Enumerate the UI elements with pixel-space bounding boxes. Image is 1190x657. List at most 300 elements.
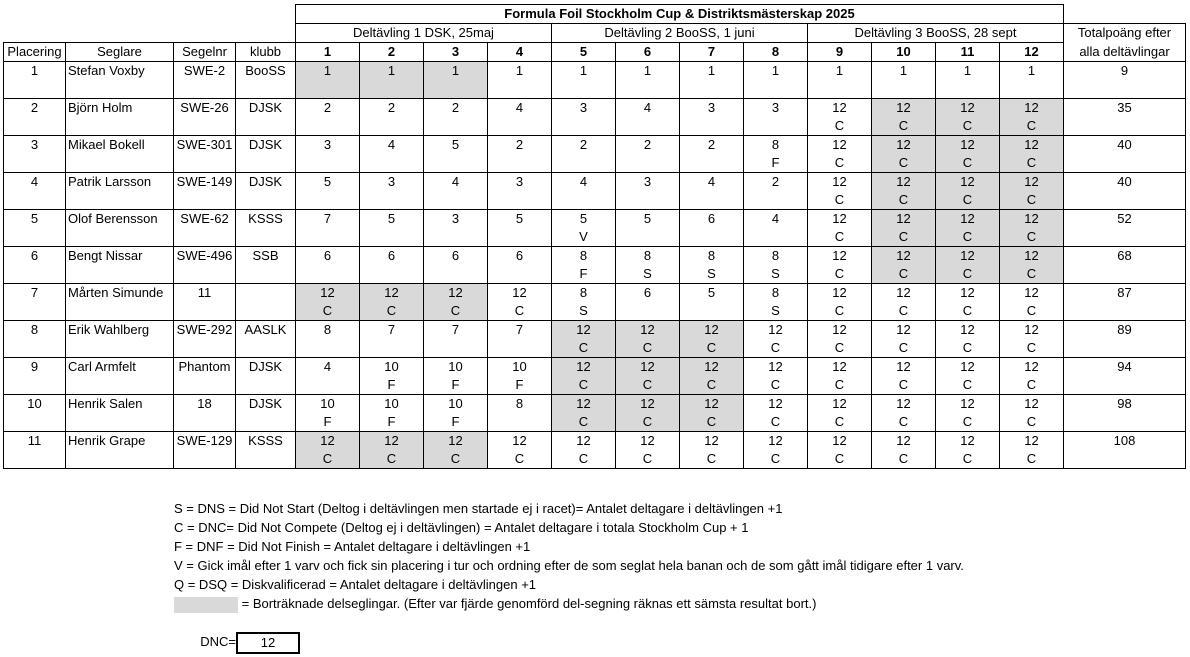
place-cell-empty[interactable] [4,450,66,469]
code-cell[interactable] [296,117,360,136]
code-cell[interactable]: C [680,339,744,358]
code-cell[interactable]: C [1000,302,1064,321]
score-cell[interactable]: 12 [808,247,872,266]
score-cell[interactable]: 6 [296,247,360,266]
place-cell-empty[interactable] [4,117,66,136]
score-cell[interactable]: 12 [808,99,872,118]
club-cell[interactable]: KSSS [236,432,296,451]
score-cell[interactable]: 12 [616,432,680,451]
code-cell[interactable]: C [808,339,872,358]
score-cell[interactable]: 12 [488,432,552,451]
club-cell-empty[interactable] [236,376,296,395]
place-cell[interactable]: 9 [4,358,66,377]
score-cell[interactable]: 12 [808,173,872,192]
code-cell[interactable]: C [616,450,680,469]
code-cell[interactable]: C [1000,117,1064,136]
score-cell[interactable]: 2 [296,99,360,118]
score-cell[interactable]: 12 [1000,210,1064,229]
code-cell[interactable] [552,117,616,136]
total-cell-empty[interactable] [1064,302,1186,321]
score-cell[interactable]: 1 [552,62,616,81]
club-cell[interactable]: KSSS [236,210,296,229]
code-cell[interactable]: S [552,302,616,321]
score-cell[interactable]: 1 [488,62,552,81]
code-cell[interactable]: C [808,265,872,284]
code-cell[interactable]: C [360,302,424,321]
total-cell[interactable]: 40 [1064,173,1186,192]
sailor-name-cell[interactable]: Stefan Voxby [66,62,174,81]
code-cell[interactable]: F [360,376,424,395]
score-cell[interactable]: 6 [424,247,488,266]
score-cell[interactable]: 5 [616,210,680,229]
sail-number-cell[interactable]: 11 [174,284,236,303]
score-cell[interactable]: 12 [936,321,1000,340]
code-cell[interactable] [424,339,488,358]
score-cell[interactable]: 12 [1000,99,1064,118]
code-cell[interactable]: C [552,450,616,469]
code-cell[interactable] [872,80,936,99]
score-cell[interactable]: 1 [1000,62,1064,81]
score-cell[interactable]: 12 [424,284,488,303]
code-cell[interactable] [744,191,808,210]
score-cell[interactable]: 2 [680,136,744,155]
club-cell-empty[interactable] [236,413,296,432]
total-cell-empty[interactable] [1064,154,1186,173]
score-cell[interactable]: 8 [552,247,616,266]
code-cell[interactable] [360,191,424,210]
score-cell[interactable]: 12 [936,395,1000,414]
score-cell[interactable]: 1 [808,62,872,81]
code-cell[interactable]: C [744,376,808,395]
score-cell[interactable]: 12 [616,395,680,414]
total-cell[interactable]: 68 [1064,247,1186,266]
score-cell[interactable]: 7 [424,321,488,340]
place-cell[interactable]: 6 [4,247,66,266]
score-cell[interactable]: 8 [296,321,360,340]
sailor-name-cell[interactable]: Carl Armfelt [66,358,174,377]
code-cell[interactable]: F [424,376,488,395]
sail-number-cell[interactable]: SWE-292 [174,321,236,340]
club-cell-empty[interactable] [236,265,296,284]
score-cell[interactable]: 12 [872,395,936,414]
score-cell[interactable]: 8 [552,284,616,303]
club-cell-empty[interactable] [236,339,296,358]
sail-cell-empty[interactable] [174,302,236,321]
code-cell[interactable] [680,302,744,321]
code-cell[interactable]: C [872,117,936,136]
sailor-name-cell[interactable]: Henrik Grape [66,432,174,451]
sail-number-cell[interactable]: SWE-26 [174,99,236,118]
code-cell[interactable]: C [296,302,360,321]
sail-number-cell[interactable]: SWE-496 [174,247,236,266]
code-cell[interactable] [488,265,552,284]
code-cell[interactable]: C [936,117,1000,136]
score-cell[interactable]: 12 [872,321,936,340]
score-cell[interactable]: 12 [872,247,936,266]
code-cell[interactable] [488,191,552,210]
score-cell[interactable]: 2 [424,99,488,118]
code-cell[interactable]: C [488,450,552,469]
score-cell[interactable]: 12 [872,432,936,451]
score-cell[interactable]: 1 [360,62,424,81]
code-cell[interactable] [552,154,616,173]
place-cell[interactable]: 2 [4,99,66,118]
score-cell[interactable]: 12 [872,284,936,303]
score-cell[interactable]: 7 [488,321,552,340]
code-cell[interactable]: C [1000,191,1064,210]
sail-cell-empty[interactable] [174,376,236,395]
score-cell[interactable]: 8 [744,136,808,155]
code-cell[interactable] [360,154,424,173]
code-cell[interactable] [744,80,808,99]
code-cell[interactable] [488,339,552,358]
club-cell[interactable]: DJSK [236,99,296,118]
code-cell[interactable] [744,228,808,247]
score-cell[interactable]: 3 [424,210,488,229]
sailor-cell-empty[interactable] [66,80,174,99]
total-cell[interactable]: 9 [1064,62,1186,81]
score-cell[interactable]: 8 [744,284,808,303]
total-cell-empty[interactable] [1064,228,1186,247]
total-cell[interactable]: 35 [1064,99,1186,118]
score-cell[interactable]: 12 [488,284,552,303]
club-cell-empty[interactable] [236,302,296,321]
score-cell[interactable]: 12 [296,284,360,303]
code-cell[interactable]: C [424,450,488,469]
sail-cell-empty[interactable] [174,191,236,210]
score-cell[interactable]: 1 [296,62,360,81]
code-cell[interactable]: C [872,154,936,173]
score-cell[interactable]: 12 [808,358,872,377]
score-cell[interactable]: 3 [360,173,424,192]
score-cell[interactable]: 12 [936,136,1000,155]
sail-number-cell[interactable]: Phantom [174,358,236,377]
score-cell[interactable]: 3 [488,173,552,192]
code-cell[interactable]: C [616,376,680,395]
code-cell[interactable]: C [680,413,744,432]
score-cell[interactable]: 12 [936,284,1000,303]
score-cell[interactable]: 12 [744,432,808,451]
code-cell[interactable]: C [1000,413,1064,432]
code-cell[interactable] [488,228,552,247]
score-cell[interactable]: 1 [872,62,936,81]
sail-cell-empty[interactable] [174,265,236,284]
place-cell-empty[interactable] [4,80,66,99]
total-cell-empty[interactable] [1064,80,1186,99]
club-cell-empty[interactable] [236,191,296,210]
place-cell[interactable]: 4 [4,173,66,192]
code-cell[interactable] [424,154,488,173]
score-cell[interactable]: 12 [1000,247,1064,266]
place-cell-empty[interactable] [4,228,66,247]
total-cell[interactable]: 94 [1064,358,1186,377]
score-cell[interactable]: 4 [296,358,360,377]
code-cell[interactable]: C [936,154,1000,173]
score-cell[interactable]: 4 [360,136,424,155]
sailor-cell-empty[interactable] [66,450,174,469]
total-cell[interactable]: 108 [1064,432,1186,451]
code-cell[interactable]: C [488,302,552,321]
code-cell[interactable] [616,228,680,247]
code-cell[interactable]: C [936,302,1000,321]
code-cell[interactable]: C [808,117,872,136]
score-cell[interactable]: 2 [488,136,552,155]
code-cell[interactable]: C [424,302,488,321]
score-cell[interactable]: 12 [808,395,872,414]
code-cell[interactable]: C [1000,265,1064,284]
score-cell[interactable]: 12 [680,358,744,377]
code-cell[interactable]: S [680,265,744,284]
code-cell[interactable]: C [808,413,872,432]
code-cell[interactable]: S [616,265,680,284]
code-cell[interactable] [616,154,680,173]
club-cell[interactable]: DJSK [236,395,296,414]
code-cell[interactable]: C [296,450,360,469]
total-cell[interactable]: 40 [1064,136,1186,155]
score-cell[interactable]: 2 [616,136,680,155]
score-cell[interactable]: 12 [1000,284,1064,303]
score-cell[interactable]: 12 [680,432,744,451]
score-cell[interactable]: 10 [296,395,360,414]
score-cell[interactable]: 4 [616,99,680,118]
score-cell[interactable]: 12 [744,321,808,340]
code-cell[interactable]: C [872,191,936,210]
code-cell[interactable]: C [808,376,872,395]
score-cell[interactable]: 7 [360,321,424,340]
score-cell[interactable]: 12 [1000,321,1064,340]
score-cell[interactable]: 12 [616,321,680,340]
code-cell[interactable] [616,191,680,210]
sailor-name-cell[interactable]: Mårten Simunde [66,284,174,303]
score-cell[interactable]: 12 [1000,136,1064,155]
score-cell[interactable]: 8 [616,247,680,266]
score-cell[interactable]: 5 [296,173,360,192]
sail-cell-empty[interactable] [174,339,236,358]
score-cell[interactable]: 5 [552,210,616,229]
sailor-name-cell[interactable]: Erik Wahlberg [66,321,174,340]
sailor-name-cell[interactable]: Bengt Nissar [66,247,174,266]
score-cell[interactable]: 1 [744,62,808,81]
code-cell[interactable]: C [744,339,808,358]
code-cell[interactable]: F [360,413,424,432]
code-cell[interactable]: C [936,265,1000,284]
place-cell-empty[interactable] [4,191,66,210]
score-cell[interactable]: 6 [616,284,680,303]
code-cell[interactable] [936,80,1000,99]
code-cell[interactable]: F [488,376,552,395]
sailor-name-cell[interactable]: Olof Berensson [66,210,174,229]
code-cell[interactable] [680,154,744,173]
code-cell[interactable]: C [872,265,936,284]
score-cell[interactable]: 4 [744,210,808,229]
code-cell[interactable]: C [1000,376,1064,395]
score-cell[interactable]: 12 [1000,358,1064,377]
club-cell-empty[interactable] [236,117,296,136]
score-cell[interactable]: 3 [616,173,680,192]
club-cell-empty[interactable] [236,80,296,99]
sail-cell-empty[interactable] [174,80,236,99]
sailor-name-cell[interactable]: Mikael Bokell [66,136,174,155]
score-cell[interactable]: 12 [552,321,616,340]
score-cell[interactable]: 12 [360,432,424,451]
code-cell[interactable] [360,80,424,99]
score-cell[interactable]: 12 [808,432,872,451]
sail-number-cell[interactable]: SWE-149 [174,173,236,192]
score-cell[interactable]: 12 [616,358,680,377]
club-cell[interactable] [236,284,296,303]
code-cell[interactable]: C [1000,228,1064,247]
score-cell[interactable]: 5 [488,210,552,229]
total-cell-empty[interactable] [1064,339,1186,358]
sail-cell-empty[interactable] [174,154,236,173]
score-cell[interactable]: 5 [680,284,744,303]
code-cell[interactable]: V [552,228,616,247]
score-cell[interactable]: 12 [808,136,872,155]
sailor-name-cell[interactable]: Henrik Salen [66,395,174,414]
place-cell[interactable]: 3 [4,136,66,155]
code-cell[interactable] [424,80,488,99]
sailor-cell-empty[interactable] [66,302,174,321]
code-cell[interactable]: C [1000,450,1064,469]
sailor-cell-empty[interactable] [66,154,174,173]
total-cell[interactable]: 98 [1064,395,1186,414]
code-cell[interactable]: C [936,376,1000,395]
score-cell[interactable]: 12 [808,210,872,229]
sailor-cell-empty[interactable] [66,413,174,432]
place-cell[interactable]: 11 [4,432,66,451]
score-cell[interactable]: 8 [744,247,808,266]
code-cell[interactable]: C [808,191,872,210]
score-cell[interactable]: 12 [680,395,744,414]
code-cell[interactable]: C [680,450,744,469]
code-cell[interactable]: C [872,302,936,321]
code-cell[interactable]: C [936,450,1000,469]
code-cell[interactable] [680,191,744,210]
code-cell[interactable] [296,265,360,284]
code-cell[interactable]: C [744,450,808,469]
code-cell[interactable]: C [808,302,872,321]
score-cell[interactable]: 1 [616,62,680,81]
code-cell[interactable] [808,80,872,99]
code-cell[interactable]: C [936,191,1000,210]
code-cell[interactable]: C [872,339,936,358]
score-cell[interactable]: 12 [936,358,1000,377]
code-cell[interactable] [296,376,360,395]
code-cell[interactable] [360,228,424,247]
code-cell[interactable] [488,413,552,432]
sailor-cell-empty[interactable] [66,117,174,136]
code-cell[interactable] [552,191,616,210]
place-cell-empty[interactable] [4,302,66,321]
score-cell[interactable]: 12 [936,432,1000,451]
score-cell[interactable]: 12 [872,210,936,229]
sail-cell-empty[interactable] [174,450,236,469]
code-cell[interactable]: C [872,413,936,432]
score-cell[interactable]: 5 [424,136,488,155]
score-cell[interactable]: 12 [936,210,1000,229]
score-cell[interactable]: 6 [360,247,424,266]
code-cell[interactable]: F [552,265,616,284]
code-cell[interactable] [424,191,488,210]
place-cell-empty[interactable] [4,339,66,358]
code-cell[interactable]: C [616,413,680,432]
place-cell[interactable]: 7 [4,284,66,303]
score-cell[interactable]: 8 [680,247,744,266]
score-cell[interactable]: 12 [1000,395,1064,414]
total-cell-empty[interactable] [1064,450,1186,469]
code-cell[interactable]: C [552,376,616,395]
sail-cell-empty[interactable] [174,117,236,136]
code-cell[interactable]: C [808,450,872,469]
code-cell[interactable] [424,117,488,136]
score-cell[interactable]: 2 [552,136,616,155]
score-cell[interactable]: 12 [1000,173,1064,192]
score-cell[interactable]: 1 [424,62,488,81]
code-cell[interactable]: C [1000,154,1064,173]
code-cell[interactable] [744,117,808,136]
sailor-cell-empty[interactable] [66,376,174,395]
club-cell[interactable]: DJSK [236,173,296,192]
place-cell[interactable]: 5 [4,210,66,229]
code-cell[interactable] [488,154,552,173]
score-cell[interactable]: 3 [680,99,744,118]
sail-number-cell[interactable]: SWE-129 [174,432,236,451]
total-cell[interactable]: 87 [1064,284,1186,303]
code-cell[interactable] [616,302,680,321]
score-cell[interactable]: 6 [488,247,552,266]
code-cell[interactable]: C [552,339,616,358]
score-cell[interactable]: 12 [936,99,1000,118]
score-cell[interactable]: 1 [680,62,744,81]
sail-number-cell[interactable]: 18 [174,395,236,414]
total-cell-empty[interactable] [1064,413,1186,432]
code-cell[interactable] [424,228,488,247]
code-cell[interactable] [680,228,744,247]
club-cell[interactable]: DJSK [236,136,296,155]
code-cell[interactable] [296,339,360,358]
score-cell[interactable]: 12 [872,136,936,155]
code-cell[interactable]: C [936,413,1000,432]
score-cell[interactable]: 10 [488,358,552,377]
score-cell[interactable]: 12 [872,99,936,118]
sail-cell-empty[interactable] [174,228,236,247]
score-cell[interactable]: 6 [680,210,744,229]
score-cell[interactable]: 4 [424,173,488,192]
code-cell[interactable]: C [872,376,936,395]
code-cell[interactable] [424,265,488,284]
score-cell[interactable]: 10 [424,358,488,377]
score-cell[interactable]: 12 [552,395,616,414]
code-cell[interactable]: S [744,302,808,321]
code-cell[interactable]: C [872,228,936,247]
total-cell-empty[interactable] [1064,191,1186,210]
score-cell[interactable]: 8 [488,395,552,414]
score-cell[interactable]: 12 [744,358,808,377]
place-cell-empty[interactable] [4,413,66,432]
sailor-cell-empty[interactable] [66,191,174,210]
score-cell[interactable]: 4 [552,173,616,192]
code-cell[interactable]: C [872,450,936,469]
code-cell[interactable] [680,117,744,136]
score-cell[interactable]: 2 [360,99,424,118]
code-cell[interactable] [360,339,424,358]
club-cell[interactable]: AASLK [236,321,296,340]
score-cell[interactable]: 12 [808,321,872,340]
code-cell[interactable]: C [1000,339,1064,358]
score-cell[interactable]: 12 [744,395,808,414]
score-cell[interactable]: 7 [296,210,360,229]
code-cell[interactable] [296,191,360,210]
